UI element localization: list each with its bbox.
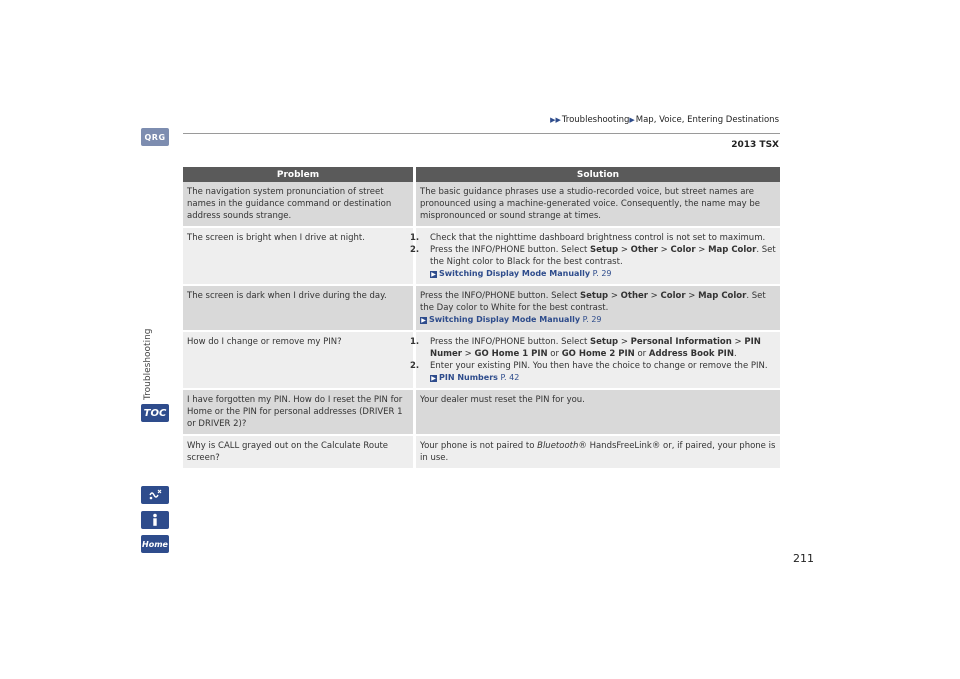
problem-cell: The screen is bright when I drive at night. xyxy=(183,228,416,286)
info-button[interactable] xyxy=(141,511,169,529)
troubleshooting-table xyxy=(183,167,780,470)
header-divider xyxy=(183,133,780,134)
table-row xyxy=(183,228,780,286)
table-row xyxy=(183,436,780,470)
solution-step: 1. Press the INFO/PHONE button. Select Setup > Personal Information > PIN Numer > GO Home 1 PIN or GO Home 2 PIN or Address Book PIN. xyxy=(410,337,761,359)
model-label: 2013 TSX xyxy=(731,140,779,150)
table-row xyxy=(183,332,780,390)
problem-cell: I have forgotten my PIN. How do I reset the PIN for Home or the PIN for personal addresses (DRIVER 1 or DRIVER 2)? xyxy=(183,390,416,436)
solution-step: 2. Press the INFO/PHONE button. Select Setup > Other > Color > Map Color. Set the Night color to Black for the best contrast. xyxy=(410,245,776,267)
page-reference-link[interactable]: ▶ Switching Display Mode Manually P. 29 xyxy=(431,269,612,278)
problem-cell: How do I change or remove my PIN? xyxy=(183,332,416,390)
voice-command-button[interactable] xyxy=(141,486,169,504)
section-label: Troubleshooting xyxy=(143,328,153,400)
breadcrumb xyxy=(550,115,779,125)
arrow-icon: ▶ xyxy=(431,271,436,278)
page-number: 211 xyxy=(793,552,814,565)
problem-cell: The screen is dark when I drive during the day. xyxy=(183,286,416,332)
voice-command-icon xyxy=(146,488,164,502)
triangle-right-icon: ▶ xyxy=(629,116,635,124)
solution-cell: Press the INFO/PHONE button. Select Setup > Other > Color > Map Color. Set the Day color to White for the best contrast. ▶ Switching Display Mode Manually P. 29 xyxy=(416,286,780,332)
page-reference-link[interactable]: ▶ Switching Display Mode Manually P. 29 xyxy=(421,315,602,324)
info-icon xyxy=(150,513,160,527)
column-header-solution: Solution xyxy=(416,167,780,182)
problem-cell: The navigation system pronunciation of street names in the guidance command or destination address sounds strange. xyxy=(183,182,416,228)
table-row xyxy=(183,390,780,436)
breadcrumb-section[interactable]: Troubleshooting xyxy=(561,115,630,125)
solution-cell xyxy=(410,228,780,286)
problem-cell: Why is CALL grayed out on the Calculate Route screen? xyxy=(183,436,416,470)
arrow-icon: ▶ xyxy=(421,317,426,324)
column-header-problem: Problem xyxy=(183,167,416,182)
solution-cell xyxy=(410,332,780,390)
solution-cell: Your phone is not paired to Bluetooth® HandsFreeLink® or, if paired, your phone is in use. xyxy=(416,436,780,470)
arrow-icon: ▶ xyxy=(431,375,436,382)
breadcrumb-topic: Map, Voice, Entering Destinations xyxy=(635,115,779,125)
home-button[interactable]: Home xyxy=(141,535,169,553)
table-row xyxy=(183,182,780,228)
solution-step: 2. Enter your existing PIN. You then have the choice to change or remove the PIN. xyxy=(410,361,768,371)
solution-cell: Your dealer must reset the PIN for you. xyxy=(416,390,780,436)
solution-cell: The basic guidance phrases use a studio-recorded voice, but street names are pronounced using a machine-generated voice. Consequently, the name may be mispronounced or sound strange at times. xyxy=(416,182,780,228)
page-reference-link[interactable]: ▶ PIN Numbers P. 42 xyxy=(431,373,520,382)
solution-step: 1. Check that the nighttime dashboard brightness control is not set to maximum. xyxy=(410,233,766,243)
toc-button[interactable]: TOC xyxy=(141,404,169,422)
table-row xyxy=(183,286,780,332)
qrg-button[interactable]: QRG xyxy=(141,128,169,146)
triangle-right-icon: ▶▶ xyxy=(550,116,561,124)
